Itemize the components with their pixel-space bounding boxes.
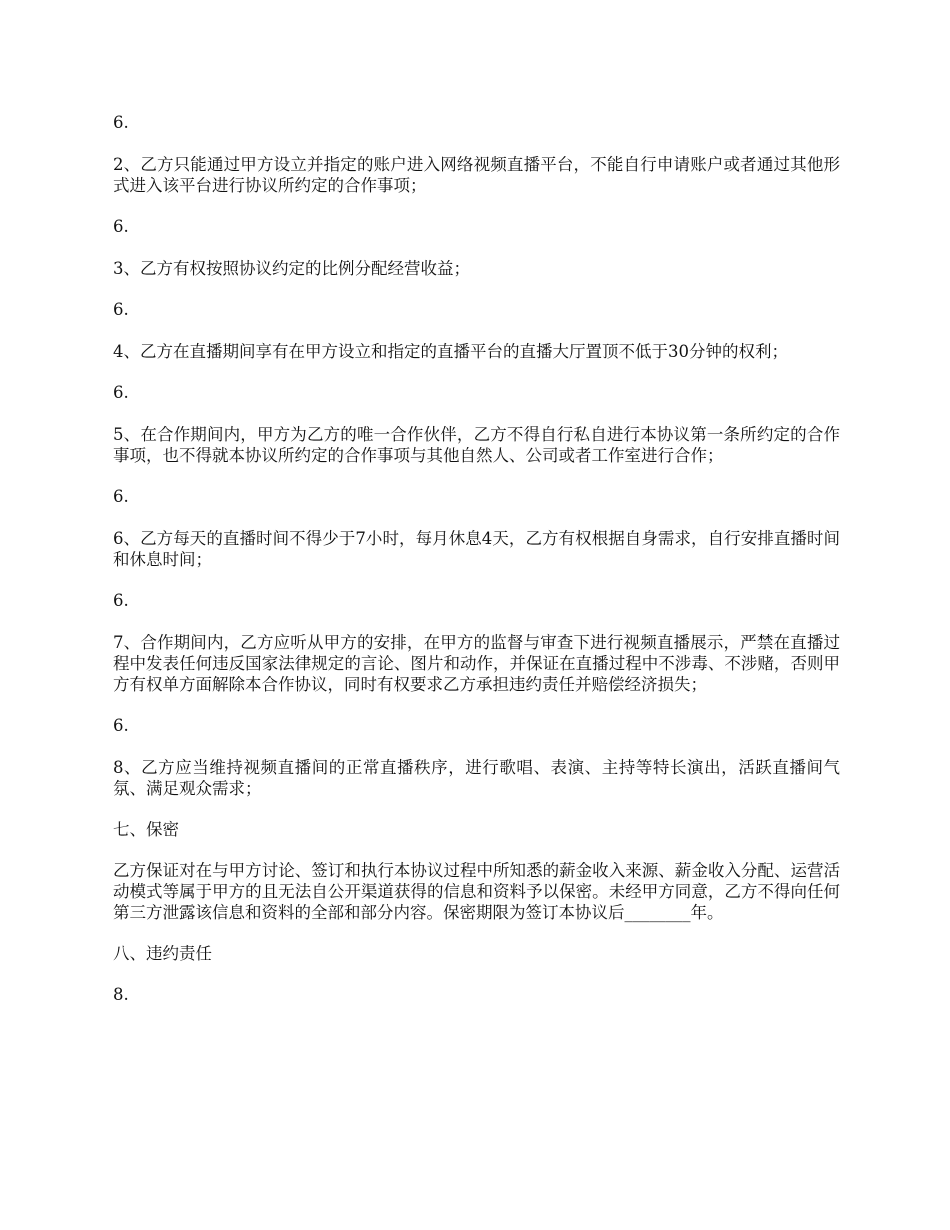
section-heading-liability: 八、违约责任 (113, 944, 212, 963)
section-number: 6. (113, 383, 129, 402)
section-number: 6. (113, 300, 129, 319)
section-number: 8. (113, 985, 129, 1004)
section-number: 6. (113, 113, 129, 132)
confidentiality-clause: 乙方保证对在与甲方讨论、签订和执行本协议过程中所知悉的薪金收入来源、薪金收入分配、运营活动模式等属于甲方的且无法自公开渠道获得的信息和资料予以保密。未经甲方同意，乙方不得向任何第三方泄露该信息和资料的全部和部分内容。保密期限为签订本协议后________年。 (113, 861, 840, 922)
section-number: 6. (113, 716, 129, 735)
clause-7: 7、合作期间内，乙方应听从甲方的安排，在甲方的监督与审查下进行视频直播展示，严禁在直播过程中发表任何违反国家法律规定的言论、图片和动作，并保证在直播过程中不涉毒、不涉赌，否则甲方有权单方面解除本合作协议，同时有权要求乙方承担违约责任并赔偿经济损失； (113, 633, 840, 694)
section-heading-confidentiality: 七、保密 (113, 820, 179, 839)
clause-8: 8、乙方应当维持视频直播间的正常直播秩序，进行歌唱、表演、主持等特长演出，活跃直播间气氛、满足观众需求； (113, 758, 840, 798)
section-number: 6. (113, 487, 129, 506)
section-number: 6. (113, 591, 129, 610)
document-body (113, 112, 840, 1026)
section-number: 6. (113, 217, 129, 236)
clause-6: 6、乙方每天的直播时间不得少于7小时，每月休息4天，乙方有权根据自身需求，自行安排直播时间和休息时间； (113, 529, 840, 569)
clause-5: 5、在合作期间内，甲方为乙方的唯一合作伙伴，乙方不得自行私自进行本协议第一条所约定的合作事项，也不得就本协议所约定的合作事项与其他自然人、公司或者工作室进行合作； (113, 425, 840, 465)
clause-4: 4、乙方在直播期间享有在甲方设立和指定的直播平台的直播大厅置顶不低于30分钟的权利； (113, 342, 788, 361)
clause-2: 2、乙方只能通过甲方设立并指定的账户进入网络视频直播平台，不能自行申请账户或者通过其他形式进入该平台进行协议所约定的合作事项； (113, 155, 840, 195)
clause-3: 3、乙方有权按照协议约定的比例分配经营收益； (113, 259, 470, 278)
